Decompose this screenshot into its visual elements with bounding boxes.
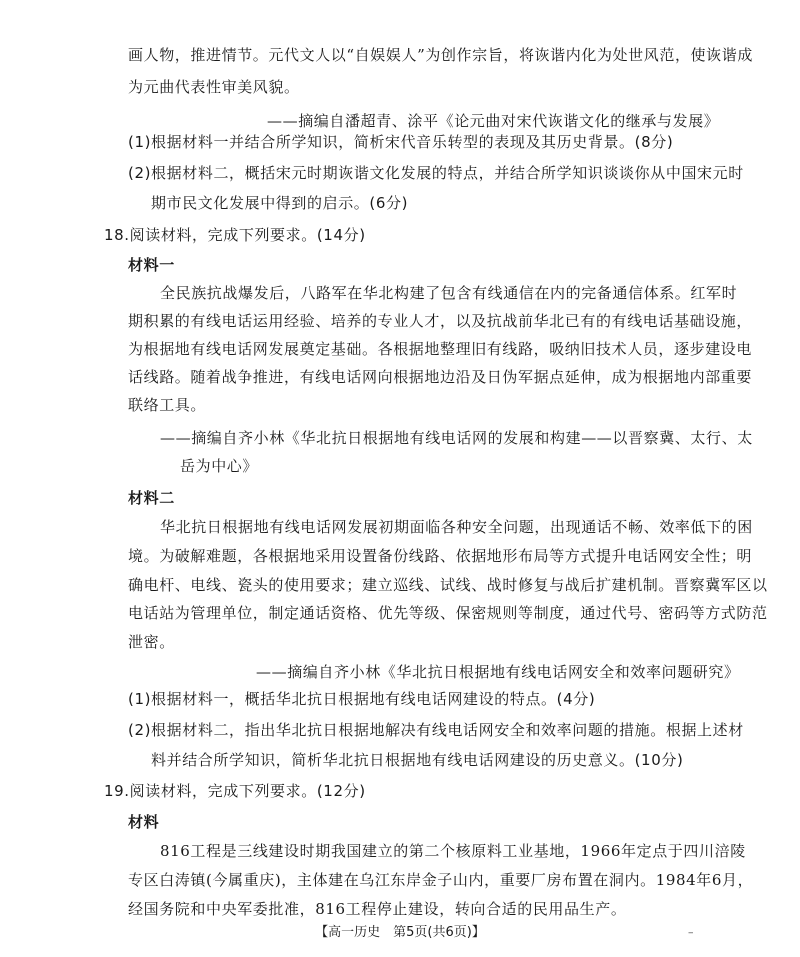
q18-material1-title: 材料一 [128,256,175,274]
q18-question-2-line-2: 料并结合所学知识，简析华北抗日根据地有线电话网建设的历史意义。(10分) [151,751,684,769]
q18-material1-source-line-1: ——摘编自齐小林《华北抗日根据地有线电话网的发展和构建——以晋察冀、太行、太 [160,429,753,447]
corner-mark: – [688,926,694,939]
q18-question-1: (1)根据材料一，概括华北抗日根据地有线电话网建设的特点。(4分) [128,690,596,708]
q17-text-line-1: 画人物，推进情节。元代文人以“自娱娱人”为创作宗旨，将诙谐内化为处世风范，使诙谐成 [128,46,753,64]
q18-material2-line-3: 确电杆、电线、瓷头的使用要求；建立巡线、试线、战时修复与战后扩建机制。晋察冀军区以 [128,576,768,594]
q18-material2-line-1: 华北抗日根据地有线电话网发展初期面临各种安全问题，出现通话不畅、效率低下的困 [160,518,753,536]
q17-question-2-line-1: (2)根据材料二，概括宋元时期诙谐文化发展的特点，并结合所学知识谈谈你从中国宋元时 [128,164,744,182]
q18-material1-line-2: 期积累的有线电话运用经验、培养的专业人才，以及抗战前华北已有的有线电话基础设施， [128,312,753,330]
q18-material1-line-5: 联络工具。 [128,396,207,414]
q18-material1-line-4: 话线路。随着战争推进，有线电话网向根据地边沿及日伪军据点延伸，成为根据地内部重要 [128,368,753,386]
q19-material-line-2: 专区白涛镇(今属重庆)，主体建在乌江东岸金子山内，重要厂房布置在洞内。1984年6月， [128,871,754,889]
q19-material-line-3: 经国务院和中央军委批准，816工程停止建设，转向合适的民用品生产。 [128,900,627,918]
q19-material-line-1: 816工程是三线建设时期我国建立的第二个核原料工业基地，1966年定点于四川涪陵 [160,842,746,860]
q17-source: ——摘编自潘超青、涂平《论元曲对宋代诙谐文化的继承与发展》 [267,112,720,130]
q17-question-1: (1)根据材料一并结合所学知识，简析宋代音乐转型的表现及其历史背景。(8分) [128,133,674,151]
q19-heading: 19.阅读材料，完成下列要求。(12分) [104,782,366,800]
q17-question-2-line-2: 期市民文化发展中得到的启示。(6分) [151,194,409,212]
q19-material-title: 材料 [128,813,160,831]
page-footer: 【高一历史 第5页(共6页)】 [315,925,485,940]
q18-heading: 18.阅读材料，完成下列要求。(14分) [104,226,366,244]
q18-material1-line-3: 为根据地有线电话网发展奠定基础。各根据地整理旧有线路，吸纳旧技术人员，逐步建设电 [128,340,753,358]
q18-material2-line-5: 泄密。 [128,633,175,651]
q18-material2-title: 材料二 [128,489,175,507]
q18-question-2-line-1: (2)根据材料二，指出华北抗日根据地解决有线电话网安全和效率问题的措施。根据上述材 [128,721,744,739]
q18-material1-line-1: 全民族抗战爆发后，八路军在华北构建了包含有线通信在内的完备通信体系。红军时 [160,284,738,302]
q18-material2-line-4: 电话站为管理单位，制定通话资格、优先等级、保密规则等制度，通过代号、密码等方式防范 [128,604,768,622]
q17-text-line-2: 为元曲代表性审美风貌。 [128,78,300,96]
q18-material1-source-line-2: 岳为中心》 [180,457,259,475]
q18-material2-line-2: 境。为破解难题，各根据地采用设置备份线路、依据地形布局等方式提升电话网安全性；明 [128,547,753,565]
q18-material2-source: ——摘编自齐小林《华北抗日根据地有线电话网安全和效率问题研究》 [256,663,740,681]
